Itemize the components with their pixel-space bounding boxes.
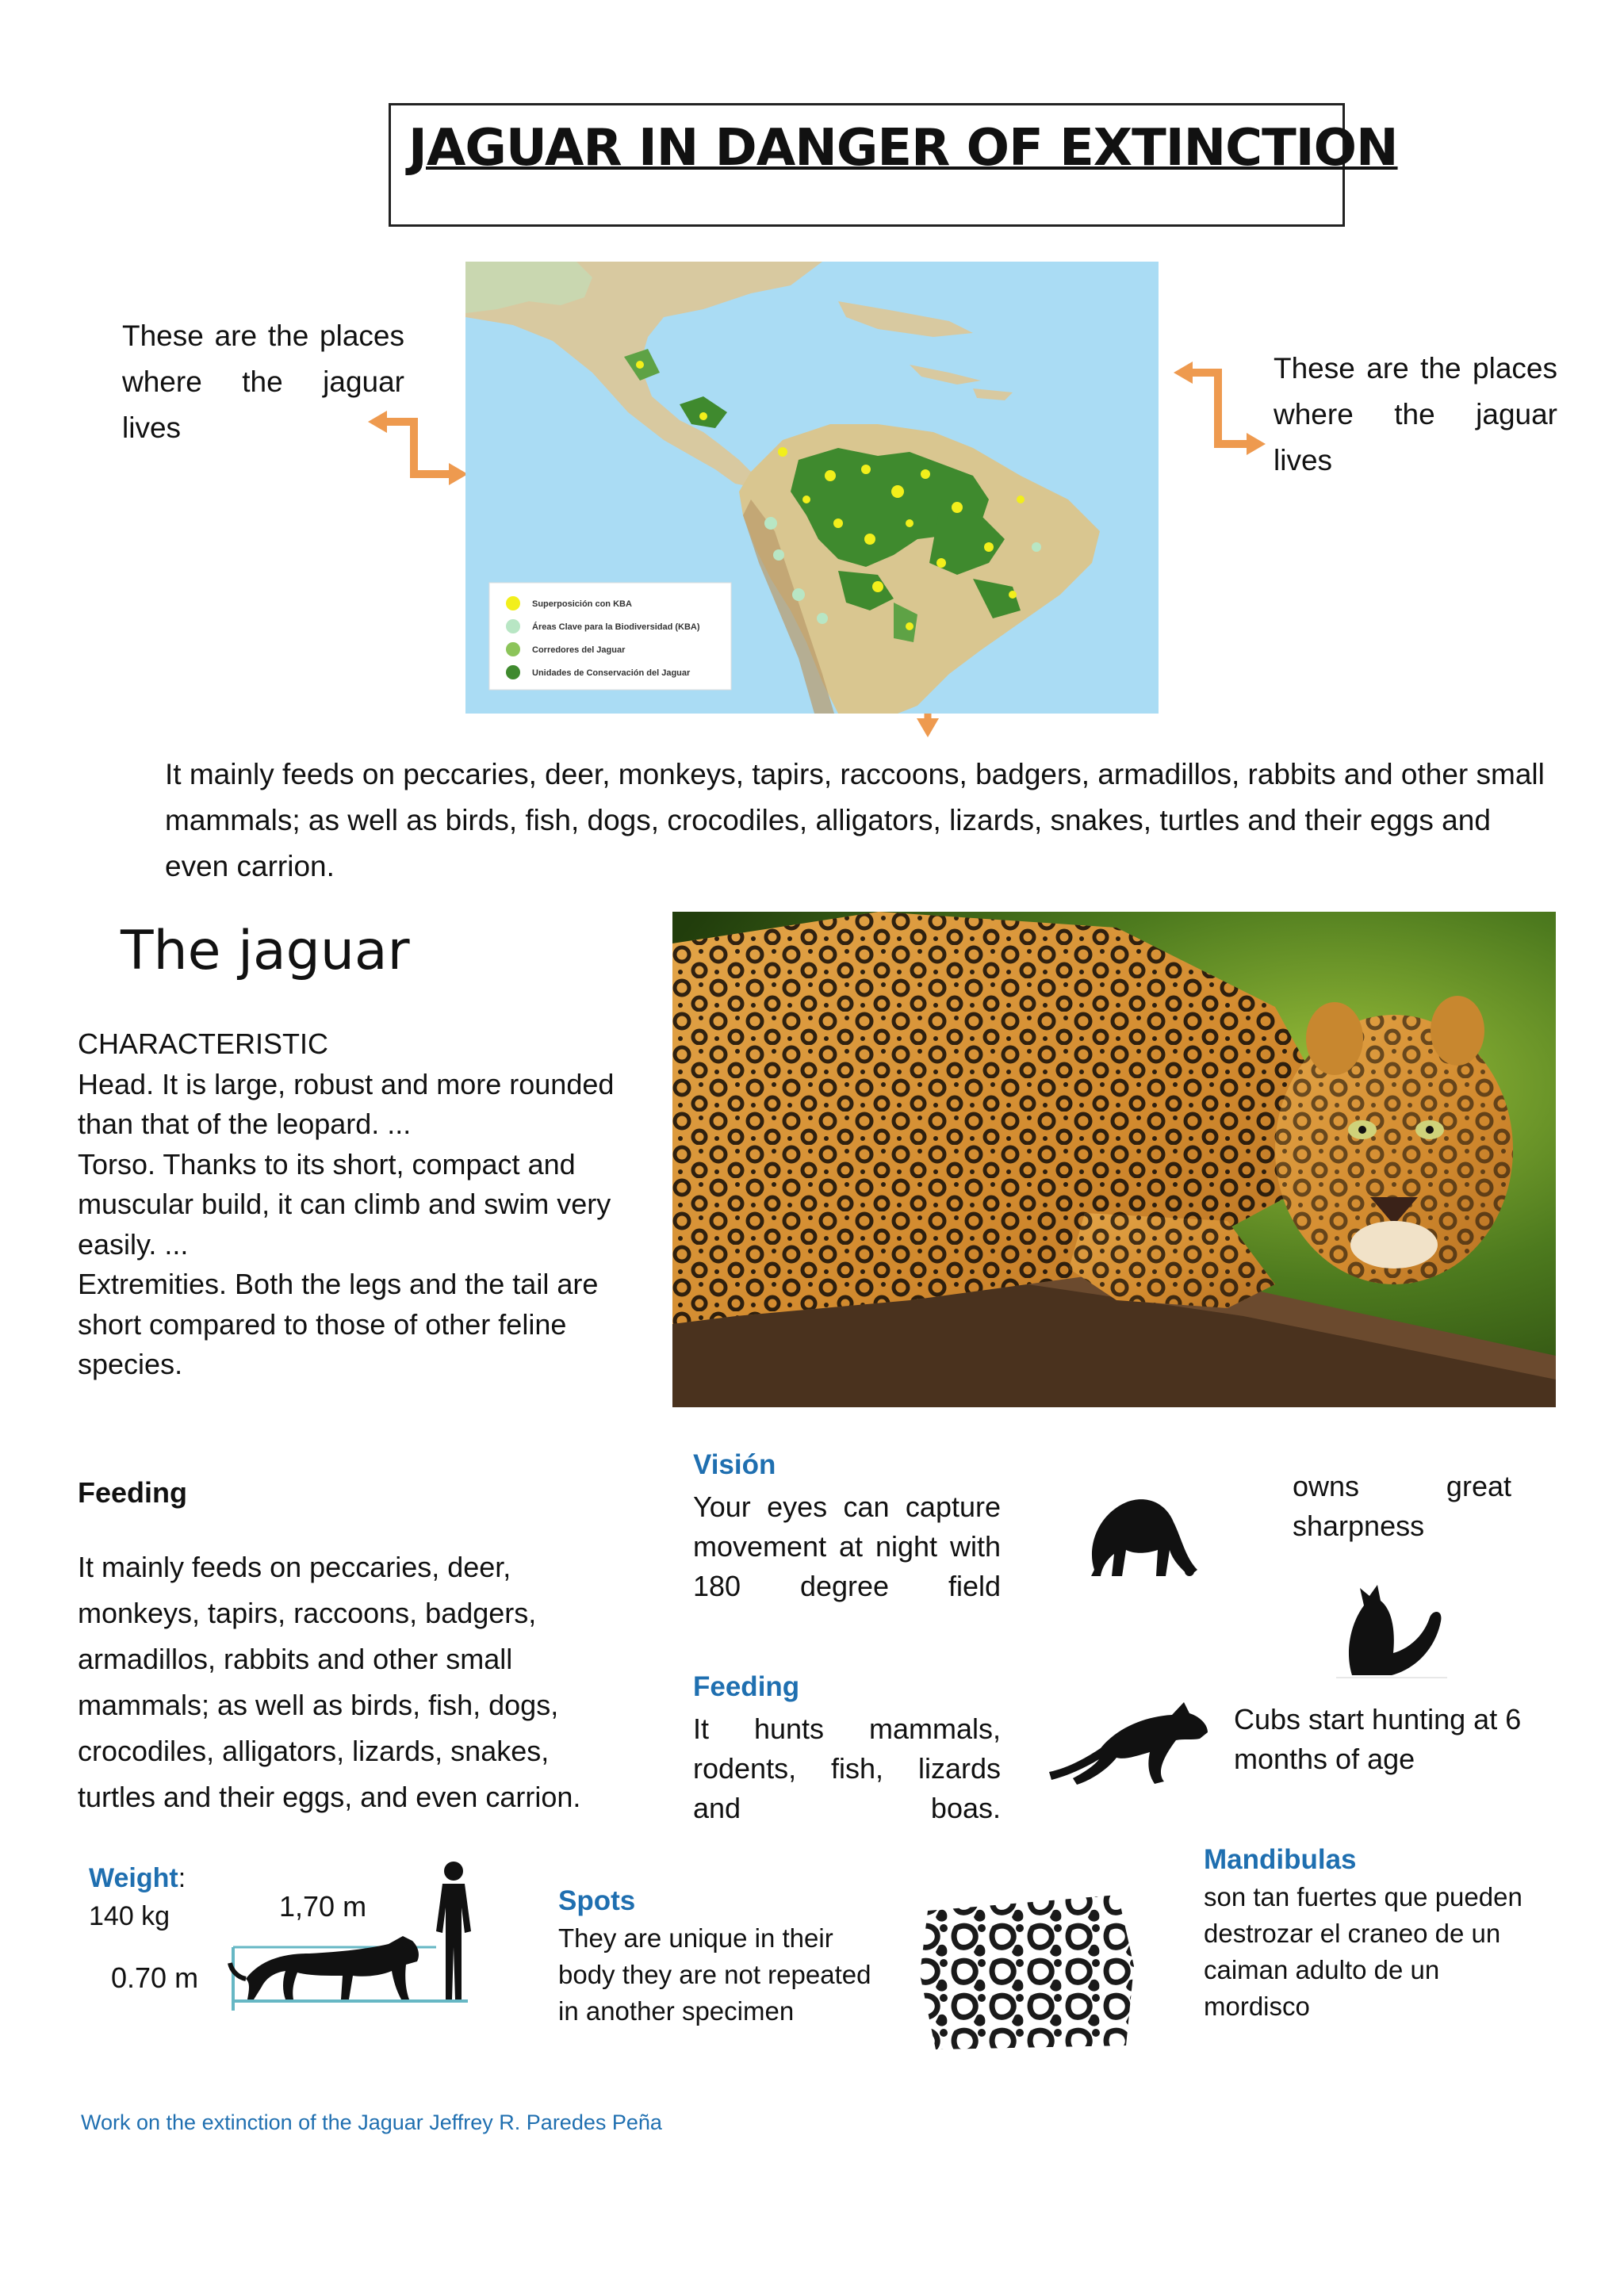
spots-text: They are unique in their body they are not repeated in another specimen	[558, 1923, 871, 2026]
page-title: JAGUAR IN DANGER OF EXTINCTION	[408, 119, 1398, 178]
characteristic-head: Head. It is large, robust and more rounded than that of the leopard. ...	[78, 1067, 615, 1140]
vision-heading: Visión	[693, 1449, 776, 1480]
map-legend-4: Unidades de Conservación del Jaguar	[532, 668, 691, 678]
intro-feeding-text: It mainly feeds on peccaries, deer, monkeys, tapirs, raccoons, badgers, armadillos, rabbits and other small mammals; as well as birds, fish, dogs, crocodiles, alligators, lizards, snakes, turtles and their eggs and even carrion.	[165, 758, 1545, 882]
section-title: The jaguar	[121, 920, 410, 982]
spots-heading: Spots	[558, 1885, 636, 1916]
feeding-text: It mainly feeds on peccaries, deer, monkeys, tapirs, raccoons, badgers, armadillos, rabbits and other small mammals; as well as birds, fish, dogs, crocodiles, alligators, lizards, snakes, turtles and their eggs, and even carrion.	[78, 1551, 581, 1813]
habitat-note-right: These are the places where the jaguar lives	[1274, 352, 1557, 476]
arrow-right-icon	[1170, 355, 1274, 458]
jaguar-drinking-icon	[1078, 1483, 1205, 1590]
hunting-heading: Feeding	[693, 1671, 800, 1702]
size-comparison-figure	[222, 1860, 492, 2034]
footer-credit: Work on the extinction of the Jaguar Jeffrey R. Paredes Peña	[81, 2110, 662, 2134]
vision-text: Your eyes can capture movement at night with 180 degree field	[693, 1490, 1001, 1602]
feeding-heading: Feeding	[78, 1476, 188, 1509]
hunting-text: It hunts mammals, rodents, fish, lizards and boas.	[693, 1712, 1001, 1824]
mandibulas-text: son tan fuertes que pueden destrozar el craneo de un caiman adulto de un mordisco	[1204, 1882, 1522, 2021]
habitat-note-left: These are the places where the jaguar lives	[122, 320, 404, 444]
jaguar-sitting-icon	[1328, 1574, 1451, 1681]
map-legend-3: Corredores del Jaguar	[532, 645, 626, 655]
jaguar-height: 0.70 m	[111, 1961, 199, 1994]
map-legend-2: Áreas Clave para la Biodiversidad (KBA)	[532, 622, 700, 632]
weight-label	[89, 1863, 186, 1894]
characteristic-torso: Torso. Thanks to its short, compact and muscular build, it can climb and swim very easily. ...	[78, 1147, 611, 1261]
characteristic-extremities: Extremities. Both the legs and the tail are short compared to those of other feline species.	[78, 1268, 599, 1380]
mandibulas-heading: Mandibulas	[1204, 1844, 1357, 1875]
map-legend-1: Superposición con KBA	[532, 599, 632, 609]
cubs-text: Cubs start hunting at 6 months of age	[1234, 1703, 1522, 1775]
characteristics-heading: CHARACTERISTIC	[78, 1027, 329, 1060]
characteristics-block	[78, 1024, 665, 1385]
jaguar-range-map	[465, 262, 1159, 714]
jaguar-leaping-icon	[1045, 1693, 1212, 1788]
sharpness-text: owns great sharpness	[1293, 1470, 1511, 1542]
weight-label-colon: :	[178, 1863, 186, 1893]
weight-label-text: Weight	[89, 1863, 178, 1893]
human-height: 1,70 m	[279, 1890, 367, 1923]
spots-pattern-figure	[912, 1887, 1142, 2053]
weight-value: 140 kg	[89, 1901, 170, 1931]
arrow-left-icon	[365, 404, 476, 492]
jaguar-photo	[672, 912, 1556, 1407]
